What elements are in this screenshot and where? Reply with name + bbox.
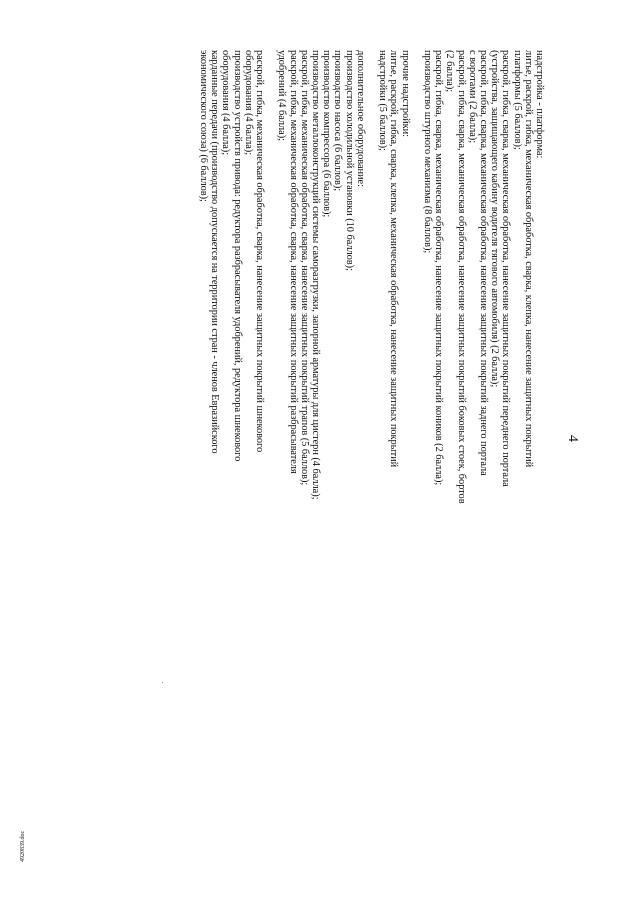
- text-line: удобрений (4 балла);: [276, 50, 288, 141]
- text-line: литье, раскрой, гибка, механическая обработка, сварка, клепка, нанесение защитных покрытий: [522, 50, 534, 468]
- text-line: раскрой, гибка, механическая обработка, сварка, нанесение защитных покрытий шнекового: [253, 50, 265, 453]
- text-line: производство компрессора (6 баллов);: [321, 50, 333, 218]
- text-line: производство устройств привода: редуктора разбрасывателя удобрений, редуктора шнекового: [231, 50, 243, 462]
- text-line: платформы (5 баллов);: [511, 50, 523, 150]
- text-line: производство металлоконструкций системы саморазгрузки, запорной арматуры для цистерн (4 балла);: [309, 50, 321, 500]
- scan-speck: [162, 682, 163, 683]
- page-number: 4: [565, 435, 580, 442]
- text-line: с воротами (2 балла);: [466, 50, 478, 144]
- text-line: надстройка - платформа:: [534, 50, 545, 159]
- paragraph-gap: [411, 50, 422, 825]
- text-line: карданные передачи (производство допускается на территории стран - членов Евразийского: [209, 50, 221, 454]
- text-line: раскрой, гибка, сварка, механическая обработка, нанесение защитных покрытий боковых стоек, бортов: [455, 50, 467, 504]
- text-line: прочие надстройки:: [399, 50, 411, 137]
- text-line: раскрой, гибка, сварка, механическая обработка, нанесение защитных покрытий заднего портала: [477, 50, 489, 476]
- text-line: производство холодильной установки (10 баллов);: [343, 50, 355, 271]
- text-line: раскрой, гибка, механическая обработка, сварка, нанесение защитных покрытий разбрасывателя: [287, 50, 299, 474]
- text-line: литье, раскрой, гибка, сварка, клепка, механическая обработка, нанесение защитных покрытий: [388, 50, 400, 468]
- text-line: экономического союза) (6 баллов);: [197, 50, 209, 202]
- text-line: производство насоса (6 баллов);: [332, 50, 344, 192]
- document-body: [198, 50, 545, 825]
- text-line: оборудования (4 балла);: [220, 50, 232, 156]
- file-reference: 4920839.doc: [20, 830, 26, 862]
- text-line: раскрой, гибка, механическая обработка, сварка, нанесение защитных покрытий трапов (5 баллов);: [298, 50, 310, 486]
- text-line: дополнительное оборудование:: [354, 50, 366, 187]
- text-line: раскрой, гибка, сварка, механическая обработка, нанесение защитных покрытий переднего портала: [500, 50, 512, 487]
- text-line: (2 балла);: [444, 50, 456, 93]
- text-line: раскрой, гибка, сварка, механическая обработка, нанесение защитных покрытий коников (2 балла);: [433, 50, 445, 486]
- text-line: оборудования (4 балла);: [242, 50, 254, 156]
- rotated-document-page: [60, 30, 580, 840]
- text-line: надстройки (5 баллов);: [377, 50, 389, 151]
- text-line: производство штурного механизма (8 баллов);: [421, 50, 433, 254]
- paragraph-gap: [366, 50, 377, 825]
- text-line: (устройства, защищающего кабину водителя тягового автомобиля) (2 балла);: [489, 50, 501, 388]
- paragraph-gap: [265, 50, 276, 825]
